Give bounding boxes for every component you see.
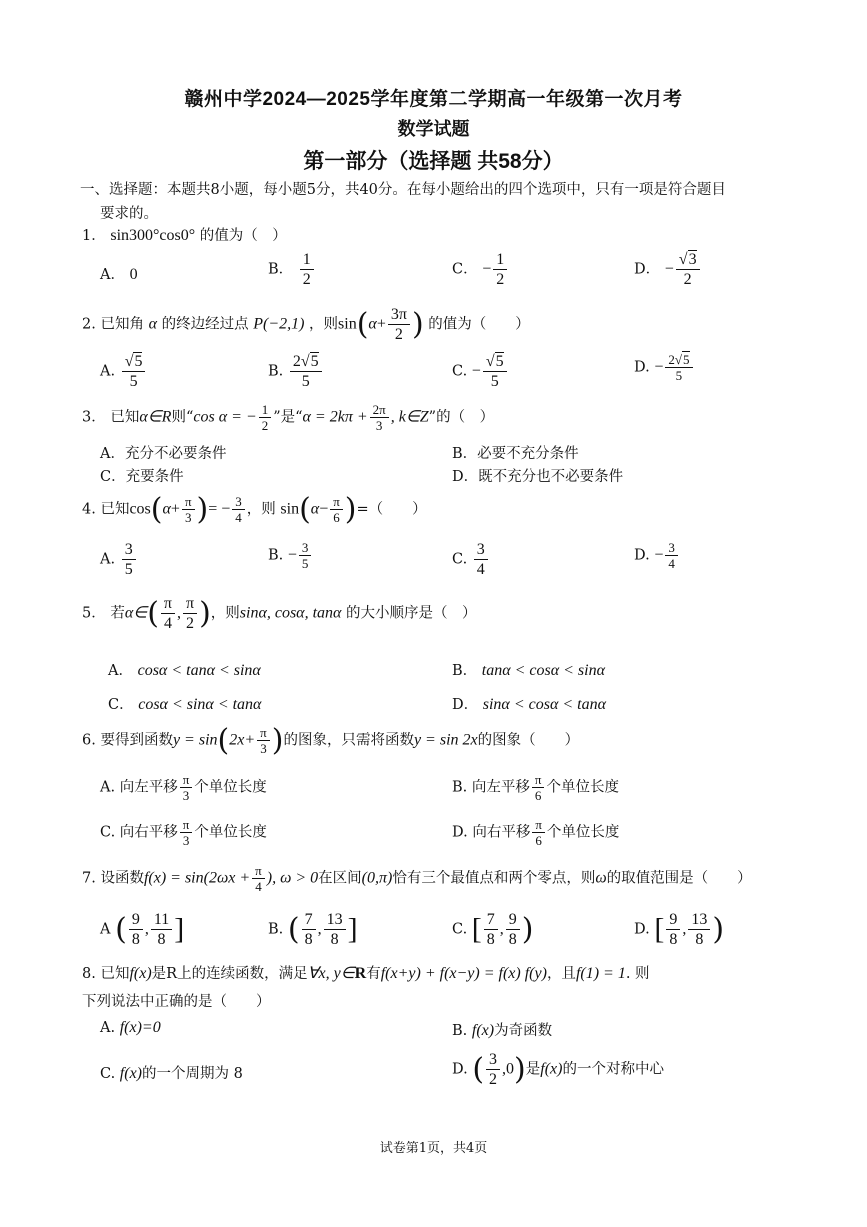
q3-option-c[interactable]: C．充要条件: [100, 469, 184, 485]
q5-option-d[interactable]: D． sinα < cosα < tanα: [452, 696, 606, 713]
q7-option-d[interactable]: D. [ $\frac{9}{8}$ , $\frac{13}{8}$ ): [634, 911, 725, 948]
question-6: 6. 要得到函数y = sin(2x+ $\frac{\pi}{3}$ )的图象，只需将函数y = sin 2x的图象（ ）: [82, 723, 580, 758]
subject-title: 数学试题: [397, 119, 470, 139]
q4-option-c[interactable]: C. $\frac{3}{4}$: [452, 540, 490, 579]
q2-option-c[interactable]: C. − $\frac{√5}{5}$: [452, 352, 509, 391]
q3-option-a[interactable]: A．充分不必要条件: [100, 446, 227, 462]
q5-option-b[interactable]: B． tanα < cosα < sinα: [452, 662, 605, 679]
q7-option-a[interactable]: A ( $\frac{9}{8}$ , $\frac{11}{8}$ ]: [100, 911, 185, 948]
q2-point: P(−2,1): [253, 315, 305, 333]
question-7: 7. 设函数f(x) = sin(2ωx + $\frac{\pi}{4}$ ), ω > 0在区间(0,π)恰有三个最值点和两个零点，则ω的取值范围是（ ）: [82, 863, 752, 894]
q8-option-d[interactable]: D. ( $\frac{3}{2}$ ,0)是f(x)的一个对称中心: [452, 1051, 664, 1088]
q4-option-a[interactable]: A. $\frac{3}{5}$: [100, 540, 138, 579]
q1-option-c[interactable]: C． − $\frac{1}{2}$: [452, 250, 509, 289]
q6-option-b[interactable]: B. 向左平移 $\frac{\pi}{6}$ 个单位长度: [452, 772, 619, 803]
q3-option-d[interactable]: D．既不充分也不必要条件: [452, 469, 624, 485]
question-8-line-2: 下列说法中正确的是（ ）: [82, 994, 271, 1010]
q2-option-d[interactable]: D. − $\frac{2√5}{5}$: [634, 352, 695, 383]
q8-option-c[interactable]: C. f(x)的一个周期为 8: [100, 1065, 243, 1082]
page-footer: 试卷第1页，共4页: [379, 1141, 488, 1156]
q1-option-d[interactable]: D． − $\frac{√3}{2}$: [634, 250, 702, 289]
q1-option-a[interactable]: A． 0: [100, 266, 138, 283]
q7-option-b[interactable]: B. ( $\frac{7}{8}$ , $\frac{13}{8}$ ]: [268, 911, 358, 948]
question-5: 5． 若α∈( $\frac{\pi}{4}$ , $\frac{\pi}{2}$ )，则sinα, cosα, tanα 的大小顺序是（ ）: [82, 595, 477, 632]
question-2: 2. 已知角 α 的终边经过点 P(−2,1) ，则sin(α+ $\frac{3\pi}{2}$ ) 的值为（ ）: [82, 306, 530, 343]
section-instruction: [80, 178, 792, 226]
q5-option-a[interactable]: A． cosα < tanα < sinα: [108, 662, 261, 679]
question-3: 3． 已知α∈R则“cos α = − $\frac{1}{2}$ ”是“α = 2kπ + $\frac{2\pi}{3}$ , k∈Z”的（ ）: [82, 402, 495, 433]
question-1: 1． sin300°cos0° 的值为（ ）: [82, 227, 287, 244]
question-8: 8. 已知f(x)是R上的连续函数，满足∀x, y∈R有f(x+y) + f(x−y) = f(x) f(y)，且f(1) = 1. 则: [82, 965, 650, 982]
q1-expression: sin300°cos0°: [110, 227, 196, 244]
exam-title: 赣州中学2024—2025学年度第二学期高一年级第一次月考: [184, 89, 683, 110]
q1-option-b[interactable]: B． $\frac{1}{2}$: [268, 250, 316, 289]
q6-option-d[interactable]: D. 向右平移 $\frac{\pi}{6}$ 个单位长度: [452, 817, 620, 848]
q4-option-d[interactable]: D. − $\frac{3}{4}$: [634, 540, 680, 571]
q6-option-c[interactable]: C. 向右平移 $\frac{\pi}{3}$ 个单位长度: [100, 817, 267, 848]
q2-option-b[interactable]: B. $\frac{2√5}{5}$: [268, 352, 324, 391]
q6-option-a[interactable]: A. 向左平移 $\frac{\pi}{3}$ 个单位长度: [100, 772, 267, 803]
q2-option-a[interactable]: A. $\frac{√5}{5}$: [100, 352, 147, 391]
q8-option-b[interactable]: B. f(x)为奇函数: [452, 1022, 553, 1039]
instruction-line-2: 要求的。: [100, 206, 158, 222]
part-title: 第一部分（选择题 共58分）: [303, 150, 564, 173]
q5-option-c[interactable]: C． cosα < sinα < tanα: [108, 696, 262, 713]
q7-option-c[interactable]: C. [ $\frac{7}{8}$ , $\frac{9}{8}$ ): [452, 911, 534, 948]
q3-option-b[interactable]: B．必要不充分条件: [452, 446, 579, 462]
question-4: 4. 已知cos(α+ $\frac{\pi}{3}$ )= − $\frac{3}{4}$ ，则 sin(α− $\frac{\pi}{6}$ )=（ ）: [82, 492, 427, 527]
q8-option-a[interactable]: A. f(x)=0: [100, 1019, 161, 1036]
q4-option-b[interactable]: B. − $\frac{3}{5}$: [268, 540, 313, 571]
instruction-line-1: 一、选择题：本题共8小题，每小题5分，共40分。在每小题给出的四个选项中，只有一项是符合题目: [80, 182, 726, 198]
